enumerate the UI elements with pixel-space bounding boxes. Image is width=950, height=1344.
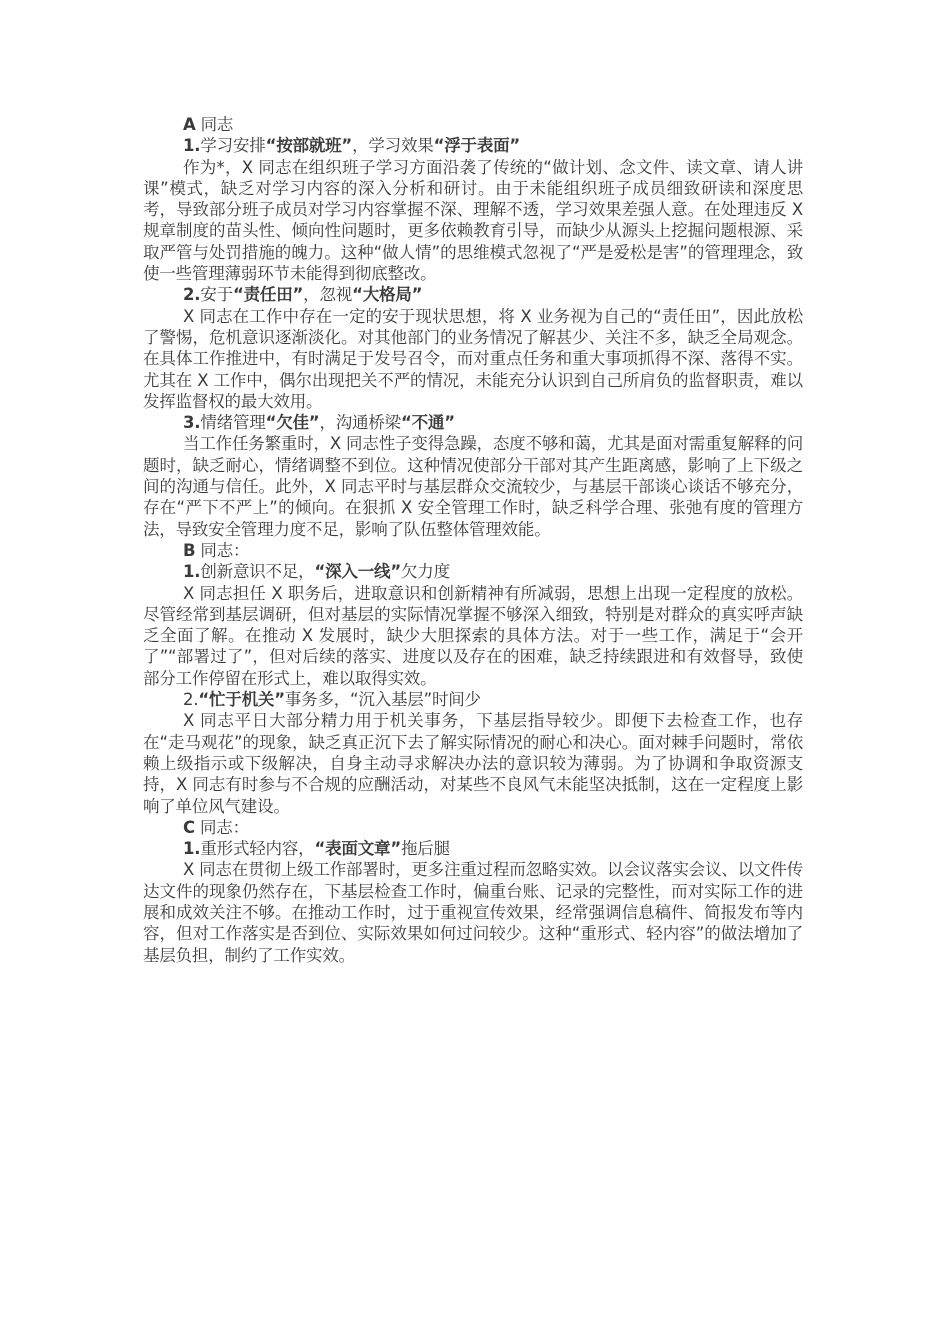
document-body — [143, 114, 803, 966]
item-paragraph: X 同志在贯彻上级工作部署时，更多注重过程而忽略实效。以会议落实会议、以文件传达文件的现象仍然存在，下基层检查工作时，偏重台账、记录的完整性，而对实际工作的进展和成效关注不够。在推动工作时，过于重视宣传效果，经常强调信息稿件、简报发布等内容，但对工作落实是否到位、实际效果如何过问较少。这种“重形式、轻内容”的做法增加了基层负担，制约了工作实效。 — [143, 860, 803, 965]
item-title — [143, 838, 803, 859]
title-quote: “浮于表面” — [433, 136, 521, 156]
item-title — [143, 561, 803, 582]
title-part: 拖后腿 — [400, 839, 450, 859]
title-quote: “不通” — [400, 413, 455, 433]
title-quote: “大格局” — [352, 285, 423, 305]
section-heading-a — [143, 114, 803, 135]
title-quote: “责任田” — [232, 285, 304, 305]
item-paragraph: X 同志平日大部分精力用于机关事务，下基层指导较少。即便下去检查工作，也存在“走马观花”的现象，缺乏真正沉下去了解实际情况的耐心和决心。面对棘手问题时，常依赖上级指示或下级解决，自身主动寻求解决办法的意识较为薄弱。为了协调和争取资源支持，X 同志有时参与不合规的应酬活动，对某些不良风气未能坚决抵制，这在一定程度上影响了单位风气建设。 — [143, 711, 803, 816]
title-part: ，沟通桥梁 — [319, 413, 401, 433]
title-quote: “按部就班” — [265, 136, 353, 156]
item-number: 2. — [183, 285, 201, 305]
title-quote: “深入一线” — [314, 562, 401, 582]
item-paragraph: X 同志在工作中存在一定的安于现状思想，将 X 业务视为自己的“责任田”，因此放松了警惕，危机意识逐渐淡化。对其他部门的业务情况了解甚少、关注不多，缺乏全局观念。在具体工作推进中，有时满足于发号召令，而对重点任务和重大事项抓得不深、落得不实。尤其在 X 工作中，偶尔出现把关不严的情况，未能充分认识到自己所肩负的监督职责，难以发挥监督权的最大效用。 — [143, 306, 803, 411]
item-number: 1. — [183, 562, 201, 582]
title-part: 安于 — [200, 285, 233, 305]
heading-text: 同志： — [195, 540, 250, 560]
title-part: 学习安排 — [200, 136, 266, 156]
item-paragraph: 作为*，X 同志在组织班子学习方面沿袭了传统的“做计划、念文件、读文章、请人讲课”模式，缺乏对学习内容的深入分析和研讨。由于未能组织班子成员细致研读和深度思考，导致部分班子成员对学习内容掌握不深、理解不透，学习效果差强人意。在处理违反 X 规章制度的苗头性、倾向性问题时，更多依赖教育引导，而缺少从源头上挖掘问题根源、采取严管与处罚措施的魄力。这种“做人情”的思维模式忽视了“严是爱松是害”的管理理念，致使一些管理薄弱环节未能得到彻底整改。 — [143, 157, 803, 284]
item-number: 2. — [183, 690, 199, 710]
heading-letter: B — [183, 540, 196, 560]
item-title — [143, 135, 803, 156]
heading-letter: C — [183, 817, 195, 837]
title-part: 创新意识不足， — [200, 562, 315, 582]
item-title — [143, 412, 803, 433]
item-paragraph: 当工作任务繁重时，X 同志性子变得急躁，态度不够和蔼，尤其是面对需重复解释的问题时，缺乏耐心，情绪调整不到位。这种情况使部分干部对其产生距离感，影响了上下级之间的沟通与信任。此外，X 同志平时与基层群众交流较少，与基层干部谈心谈话不够充分，存在“严下不严上”的倾向。在狠抓 X 安全管理工作时，缺乏科学合理、张弛有度的管理方法，导致安全管理力度不足，影响了队伍整体管理效能。 — [143, 434, 803, 539]
title-part: “沉入基层”时间少 — [350, 690, 481, 710]
title-part: 重形式轻内容， — [200, 839, 315, 859]
section-heading-b — [143, 540, 803, 561]
item-number: 3. — [183, 413, 201, 433]
heading-text: 同志 — [195, 115, 234, 134]
item-number: 1. — [183, 136, 201, 156]
item-paragraph: X 同志担任 X 职务后，进取意识和创新精神有所减弱，思想上出现一定程度的放松。尽管经常到基层调研，但对基层的实际情况掌握不够深入细致，特别是对群众的真实呼声缺乏全面了解。在推动 X 发展时，缺少大胆探索的具体方法。对于一些工作，满足于“会开了”“部署过了”，但对后续的落实、进度以及存在的困难，缺乏持续跟进和有效督导，致使部分工作停留在形式上，难以取得实效。 — [143, 583, 803, 688]
title-part: ，学习效果 — [352, 136, 434, 156]
heading-letter: A — [183, 115, 196, 134]
section-heading-c — [143, 817, 803, 838]
title-part: 事务多， — [284, 690, 351, 710]
heading-text: 同志： — [194, 817, 249, 837]
title-quote: “忙于机关” — [198, 690, 285, 710]
item-title — [143, 689, 803, 710]
item-number: 1. — [183, 839, 201, 859]
title-part: 情绪管理 — [200, 413, 266, 433]
item-title — [143, 284, 803, 305]
title-quote: “表面文章” — [314, 839, 401, 859]
title-part: 欠力度 — [400, 562, 450, 582]
title-quote: “欠佳” — [265, 413, 320, 433]
title-part: ，忽视 — [303, 285, 353, 305]
